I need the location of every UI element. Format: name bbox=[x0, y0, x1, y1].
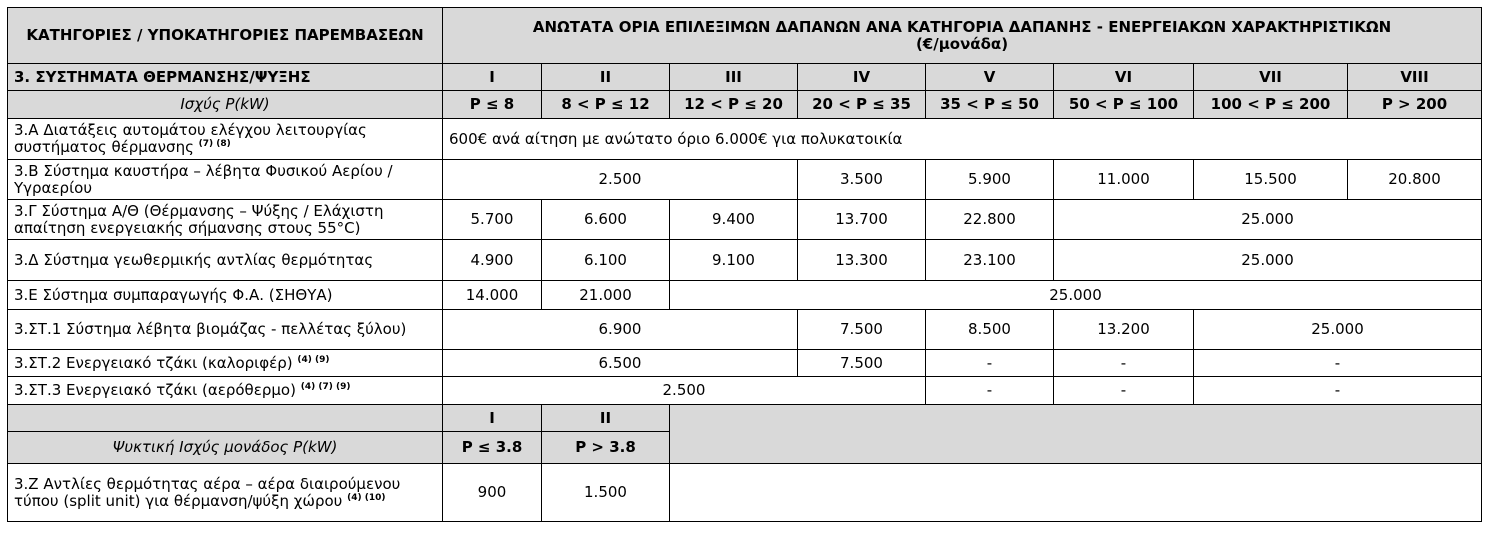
cell-3st2-i-iii: 6.500 bbox=[443, 350, 798, 377]
cell-3z-i: 900 bbox=[443, 464, 542, 522]
footnote-ref: (4) (10) bbox=[347, 492, 386, 503]
cell-3st3-vii-viii: - bbox=[1194, 377, 1482, 405]
class-iv: IV bbox=[798, 64, 926, 91]
row-label-3g: 3.Γ Σύστημα Α/Θ (Θέρμανσης – Ψύξης / Ελάχιστη απαίτηση ενεργειακής σήμανσης στους 55°C) bbox=[8, 200, 443, 240]
cell-3b-iv: 3.500 bbox=[798, 160, 926, 200]
categories-header bbox=[8, 8, 443, 64]
row-label-3a: 3.Α Διατάξεις αυτομάτου ελέγχου λειτουργίας συστήματος θέρμανσης $^{(7) (8)}$ bbox=[8, 119, 443, 160]
cell-3g-v: 22.800 bbox=[926, 200, 1054, 240]
cell-3b-vii: 15.500 bbox=[1194, 160, 1348, 200]
cell-3st1-vii-viii: 25.000 bbox=[1194, 310, 1482, 350]
class-ii: II bbox=[542, 64, 670, 91]
cell-3b-v: 5.900 bbox=[926, 160, 1054, 200]
cell-3d-v: 23.100 bbox=[926, 240, 1054, 281]
cell-3z-blank bbox=[670, 464, 1482, 522]
cell-3st1-i-iii: 6.900 bbox=[443, 310, 798, 350]
cell-3e-ii: 21.000 bbox=[542, 281, 670, 310]
cell-3st3-v: - bbox=[926, 377, 1054, 405]
cell-3g-ii: 6.600 bbox=[542, 200, 670, 240]
main-title-line1: ΑΝΩΤΑΤΑ ΟΡΙΑ ΕΠΙΛΕΞΙΜΩΝ ΔΑΠΑΝΩΝ ΑΝΑ ΚΑΤΗΓΟΡΙΑ ΔΑΠΑΝΗΣ - ΕΝΕΡΓΕΙΑΚΩΝ ΧΑΡΑΚΤΗΡΙΣΤΙΚΩΝ bbox=[532, 17, 1392, 36]
power-range-ii: 8 < P ≤ 12 bbox=[542, 91, 670, 119]
table-row bbox=[8, 200, 1482, 240]
power-range-iv: 20 < P ≤ 35 bbox=[798, 91, 926, 119]
class-vi: VI bbox=[1054, 64, 1194, 91]
cell-3z-ii: 1.500 bbox=[542, 464, 670, 522]
cell-3st3-i-iv: 2.500 bbox=[443, 377, 926, 405]
table-row bbox=[8, 464, 1482, 522]
table-row bbox=[8, 350, 1482, 377]
cell-3st1-vi: 13.200 bbox=[1054, 310, 1194, 350]
main-title-line2: (€/μονάδα) bbox=[915, 34, 1009, 53]
cell-3d-iii: 9.100 bbox=[670, 240, 798, 281]
cell-3st2-vi: - bbox=[1054, 350, 1194, 377]
cooling-range-ii: P > 3.8 bbox=[542, 432, 670, 464]
power-label: Ισχύς P(kW) bbox=[8, 91, 443, 119]
cell-3b-vi: 11.000 bbox=[1054, 160, 1194, 200]
section-class-row bbox=[8, 64, 1482, 91]
cell-3st2-iv: 7.500 bbox=[798, 350, 926, 377]
table-row bbox=[8, 160, 1482, 200]
cooling-class-blank bbox=[8, 405, 443, 432]
cell-3d-i: 4.900 bbox=[443, 240, 542, 281]
footnote-ref: (4) (7) (9) bbox=[300, 382, 351, 392]
cell-3st2-v: - bbox=[926, 350, 1054, 377]
categories-header-text: ΚΑΤΗΓΟΡΙΕΣ / ΥΠΟΚΑΤΗΓΟΡΙΕΣ ΠΑΡΕΜΒΑΣΕΩΝ bbox=[26, 26, 424, 44]
class-v: V bbox=[926, 64, 1054, 91]
footnote-ref: (7) (8) bbox=[198, 139, 231, 149]
row-label-3z: 3.Ζ Αντλίες θερμότητας αέρα – αέρα διαιρούμενου τύπου (split unit) για θέρμανση/ψύξη χώρου $^{(4) (10)}$ bbox=[8, 464, 443, 522]
cell-3st3-vi: - bbox=[1054, 377, 1194, 405]
cell-3e-iii-viii: 25.000 bbox=[670, 281, 1482, 310]
class-vii: VII bbox=[1194, 64, 1348, 91]
cell-3e-i: 14.000 bbox=[443, 281, 542, 310]
row-label-3st2: 3.ΣΤ.2 Ενεργειακό τζάκι (καλοριφέρ) $^{(4) (9)}$ bbox=[8, 350, 443, 377]
power-range-iii: 12 < P ≤ 20 bbox=[670, 91, 798, 119]
table-header-row bbox=[8, 8, 1482, 64]
cooling-range-i: P ≤ 3.8 bbox=[443, 432, 542, 464]
cell-3g-i: 5.700 bbox=[443, 200, 542, 240]
row-label-3d: 3.Δ Σύστημα γεωθερμικής αντλίας θερμότητας bbox=[8, 240, 443, 281]
power-range-vi: 50 < P ≤ 100 bbox=[1054, 91, 1194, 119]
cell-3st1-iv: 7.500 bbox=[798, 310, 926, 350]
cooling-class-i: I bbox=[443, 405, 542, 432]
class-iii: III bbox=[670, 64, 798, 91]
table-row bbox=[8, 240, 1482, 281]
table-row bbox=[8, 310, 1482, 350]
main-title-header bbox=[443, 8, 1482, 64]
table-row bbox=[8, 119, 1482, 160]
cooling-power-label: Ψυκτική Ισχύς μονάδος P(kW) bbox=[8, 432, 443, 464]
cell-3d-vi-viii: 25.000 bbox=[1054, 240, 1482, 281]
cell-3st1-v: 8.500 bbox=[926, 310, 1054, 350]
cell-3st2-vii-viii: - bbox=[1194, 350, 1482, 377]
table-row bbox=[8, 377, 1482, 405]
section-title: 3. ΣΥΣΤΗΜΑΤΑ ΘΕΡΜΑΝΣΗΣ/ΨΥΞΗΣ bbox=[8, 64, 443, 91]
cell-3d-iv: 13.300 bbox=[798, 240, 926, 281]
power-range-row bbox=[8, 91, 1482, 119]
table-row bbox=[8, 281, 1482, 310]
footnote-ref: (4) (9) bbox=[297, 354, 330, 365]
cooling-header-blank bbox=[670, 405, 1482, 464]
cell-3b-viii: 20.800 bbox=[1348, 160, 1482, 200]
row-label-3st1: 3.ΣΤ.1 Σύστημα λέβητα βιομάζας - πελλέτας ξύλου) bbox=[8, 310, 443, 350]
power-range-v: 35 < P ≤ 50 bbox=[926, 91, 1054, 119]
cooling-class-ii: II bbox=[542, 405, 670, 432]
class-i: I bbox=[443, 64, 542, 91]
row-label-3st3: 3.ΣΤ.3 Ενεργειακό τζάκι (αερόθερμο) $^{(4) (7) (9)}$ bbox=[8, 377, 443, 405]
cell-3d-ii: 6.100 bbox=[542, 240, 670, 281]
eligible-costs-table bbox=[7, 7, 1482, 522]
cell-3a-note: 600€ ανά αίτηση με ανώτατο όριο 6.000€ για πολυκατοικία bbox=[443, 119, 1482, 160]
power-range-vii: 100 < P ≤ 200 bbox=[1194, 91, 1348, 119]
cell-3b-i-iii: 2.500 bbox=[443, 160, 798, 200]
row-label-3b: 3.Β Σύστημα καυστήρα – λέβητα Φυσικού Αερίου / Υγραερίου bbox=[8, 160, 443, 200]
power-range-viii: P > 200 bbox=[1348, 91, 1482, 119]
cell-3g-iv: 13.700 bbox=[798, 200, 926, 240]
power-range-i: P ≤ 8 bbox=[443, 91, 542, 119]
class-viii: VIII bbox=[1348, 64, 1482, 91]
row-label-3e: 3.Ε Σύστημα συμπαραγωγής Φ.Α. (ΣΗΘΥΑ) bbox=[8, 281, 443, 310]
cooling-class-row bbox=[8, 405, 1482, 432]
cell-3g-vi-viii: 25.000 bbox=[1054, 200, 1482, 240]
cell-3g-iii: 9.400 bbox=[670, 200, 798, 240]
